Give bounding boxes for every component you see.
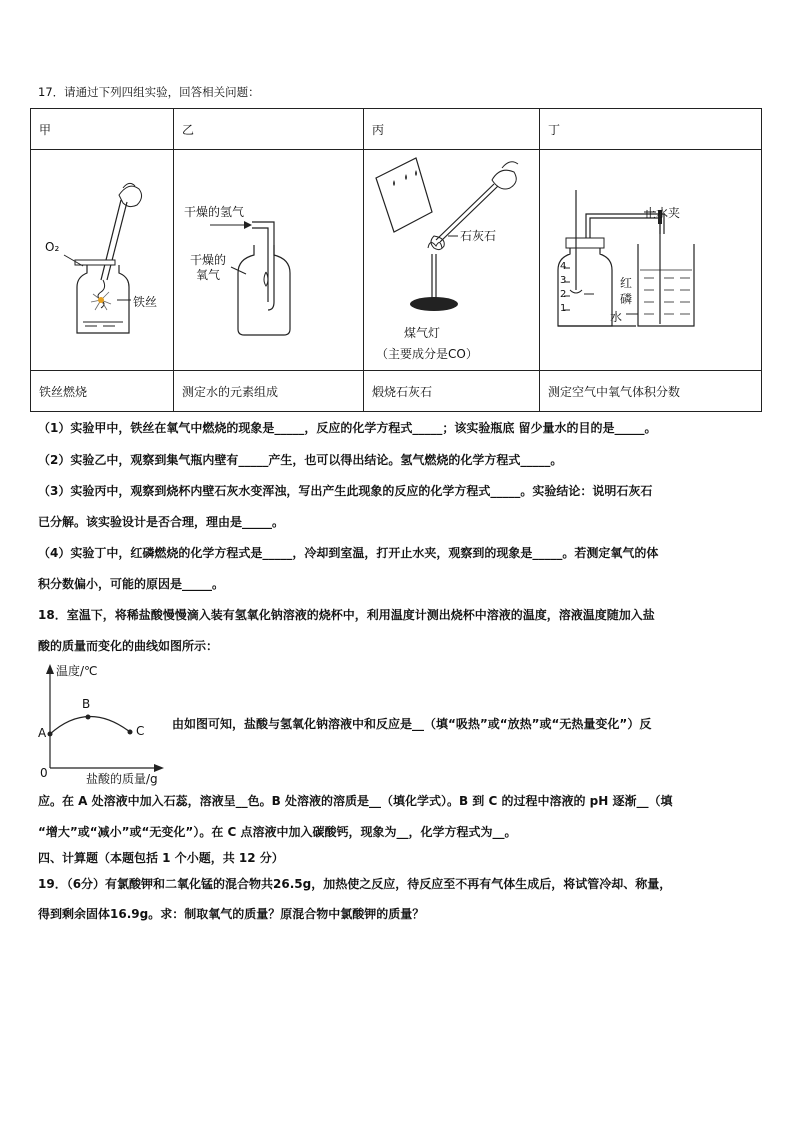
header-ding: 丁 (540, 109, 762, 150)
q17-line-1: （1）实验甲中，铁丝在氧气中燃烧的现象是_____，反应的化学方程式_____；该实验瓶底 留少量水的目的是_____。 (38, 421, 657, 435)
o2-label: O₂ (45, 240, 60, 254)
experiment-table (30, 108, 762, 412)
header-jia: 甲 (31, 109, 174, 150)
limestone-diagram (364, 150, 540, 370)
q18-line-3: 应。在 A 处溶液中加入石蕊，溶液呈__色。B 处溶液的溶质是__（填化学式）。B 到 C 的过程中溶液的 pH 逐渐__（填 (38, 794, 673, 808)
mark-4: 4 (560, 261, 567, 272)
diagram-bing-cell (364, 150, 540, 371)
header-yi: 乙 (174, 109, 364, 150)
q18-side-text: 由如图可知，盐酸与氢氧化钠溶液中和反应是__（填“吸热”或“放热”或“无热量变化”）反 (172, 717, 652, 731)
graph-y-label: 温度/℃ (56, 664, 98, 678)
q18-line-2: 酸的质量而变化的曲线如图所示： (38, 639, 219, 653)
mark-3: 3 (560, 275, 567, 286)
q17-line-4: 已分解。该实验设计是否合理，理由是_____。 (38, 515, 285, 529)
gas-lamp-note: （主要成分是CO） (376, 347, 478, 361)
iron-wire-label: 铁丝 (133, 295, 158, 309)
oxygen-volume-diagram (540, 150, 762, 370)
point-a-label: A (38, 726, 47, 740)
dry-oxygen-label-1: 干燥的 (190, 253, 227, 267)
caption-yi: 测定水的元素组成 (174, 371, 364, 412)
caption-ding: 测定空气中氧气体积分数 (540, 371, 762, 412)
diagram-yi-cell (174, 150, 364, 371)
q19-line-2: 得到剩余固体16.9g。求：制取氧气的质量？原混合物中氯酸钾的质量？ (38, 907, 425, 921)
graph-x-label: 盐酸的质量/g (86, 772, 158, 786)
mark-1: 1 (560, 303, 567, 314)
q17-line-2: （2）实验乙中，观察到集气瓶内壁有_____产生，也可以得出结论。氢气燃烧的化学方程式_____。 (38, 453, 563, 467)
water-label: 水 (610, 310, 623, 324)
header-bing: 丙 (364, 109, 540, 150)
dry-hydrogen-label: 干燥的氢气 (184, 205, 245, 219)
temperature-graph (36, 660, 166, 785)
point-b-label: B (82, 697, 91, 711)
q18-line-4: “增大”或“减小”或“无变化”）。在 C 点溶液中加入碳酸钙，现象为__，化学方程式为__。 (38, 825, 517, 839)
section-4-title: 四、计算题（本题包括 1 个小题，共 12 分） (38, 851, 284, 865)
gas-lamp-label: 煤气灯 (404, 326, 441, 340)
caption-jia: 铁丝燃烧 (31, 371, 174, 412)
diagram-jia-cell (31, 150, 174, 371)
question-17-title: 17．请通过下列四组实验，回答相关问题： (38, 85, 260, 99)
stop-clamp-label: 止水夹 (644, 206, 681, 220)
q17-line-6: 积分数偏小，可能的原因是_____。 (38, 577, 225, 591)
q17-line-5: （4）实验丁中，红磷燃烧的化学方程式是_____，冷却到室温，打开止水夹，观察到的现象是_____。若测定氧气的体 (38, 546, 659, 560)
diagram-ding-cell (540, 150, 762, 371)
graph-origin: 0 (40, 766, 48, 780)
q19-line-1: 19．（6分）有氯酸钾和二氧化锰的混合物共26.5g，加热使之反应，待反应至不再有气体生成后，将试管冷却、称量， (38, 877, 672, 891)
iron-wire-diagram (31, 150, 174, 370)
point-c-label: C (136, 724, 145, 738)
red-phosphorus-label-2: 磷 (620, 292, 633, 306)
red-phosphorus-label-1: 红 (620, 276, 633, 290)
q18-line-1: 18．室温下，将稀盐酸慢慢滴入装有氢氧化钠溶液的烧杯中，利用温度计测出烧杯中溶液的温度，溶液温度随加入盐 (38, 608, 655, 622)
limestone-label: 石灰石 (460, 229, 497, 243)
q17-line-3: （3）实验丙中，观察到烧杯内壁石灰水变浑浊，写出产生此现象的反应的化学方程式_____。实验结论：说明石灰石 (38, 484, 653, 498)
caption-bing: 煅烧石灰石 (364, 371, 540, 412)
dry-oxygen-label-2: 氧气 (196, 268, 221, 282)
mark-2: 2 (560, 289, 567, 300)
